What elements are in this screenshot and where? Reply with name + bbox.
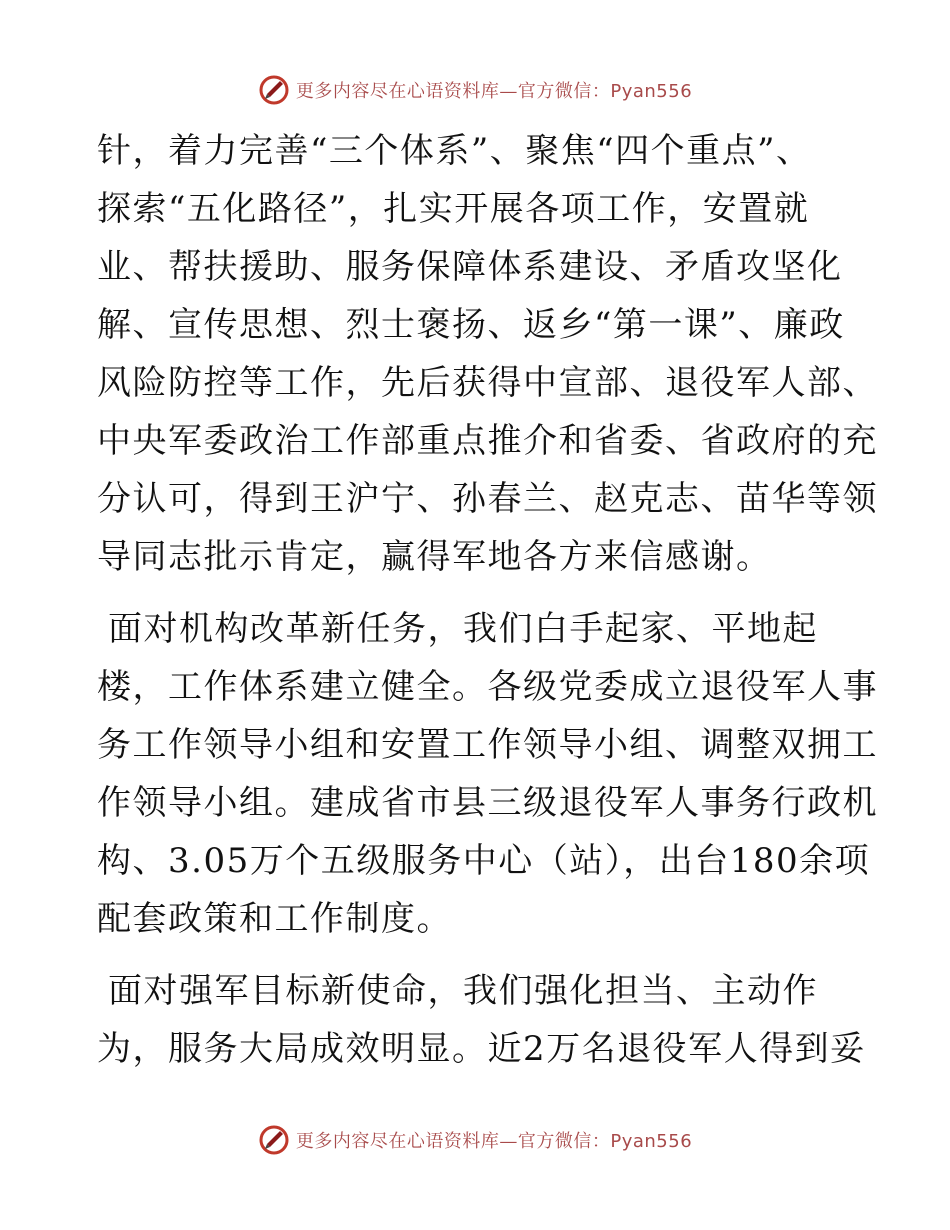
- text-line: 面对机构改革新任务，我们白手起家、平地起: [108, 609, 818, 649]
- text-line: 导同志批示肯定，赢得军地各方来信感谢。: [97, 537, 772, 577]
- text-line: 为，服务大局成效明显。近2万名退役军人得到妥: [97, 1029, 866, 1069]
- header-watermark: [0, 70, 950, 110]
- text-line: 面对强军目标新使命，我们强化担当、主动作: [108, 971, 818, 1011]
- watermark-text: 更多内容尽在心语资料库—官方微信：Pyan556: [295, 1131, 693, 1152]
- text-line: 构、3.05万个五级服务中心（站），出台180余项: [97, 841, 871, 881]
- text-line: 解、宣传思想、烈士褒扬、返乡“第一课”、廉政: [97, 305, 845, 345]
- watermark-text: 更多内容尽在心语资料库—官方微信：Pyan556: [295, 81, 693, 102]
- text-line: 中央军委政治工作部重点推介和省委、省政府的充: [97, 421, 878, 461]
- text-line: 探索“五化路径”，扎实开展各项工作，安置就: [97, 189, 810, 229]
- text-line: 业、帮扶援助、服务保障体系建设、矛盾攻坚化: [97, 247, 843, 287]
- text-line: 作领导小组。建成省市县三级退役军人事务行政机: [97, 783, 878, 823]
- text-line: 风险防控等工作，先后获得中宣部、退役军人部、: [97, 363, 878, 403]
- text-line: 分认可，得到王沪宁、孙春兰、赵克志、苗华等领: [97, 479, 878, 519]
- footer-watermark: [0, 1120, 950, 1160]
- text-line: 针，着力完善“三个体系”、聚焦“四个重点”、: [97, 131, 812, 171]
- seal-logo-icon: [258, 1124, 290, 1156]
- text-line: 楼，工作体系建立健全。各级党委成立退役军人事: [97, 667, 878, 707]
- seal-logo-icon: [258, 74, 290, 106]
- text-line: 配套政策和工作制度。: [97, 899, 452, 939]
- text-line: 务工作领导小组和安置工作领导小组、调整双拥工: [97, 725, 878, 765]
